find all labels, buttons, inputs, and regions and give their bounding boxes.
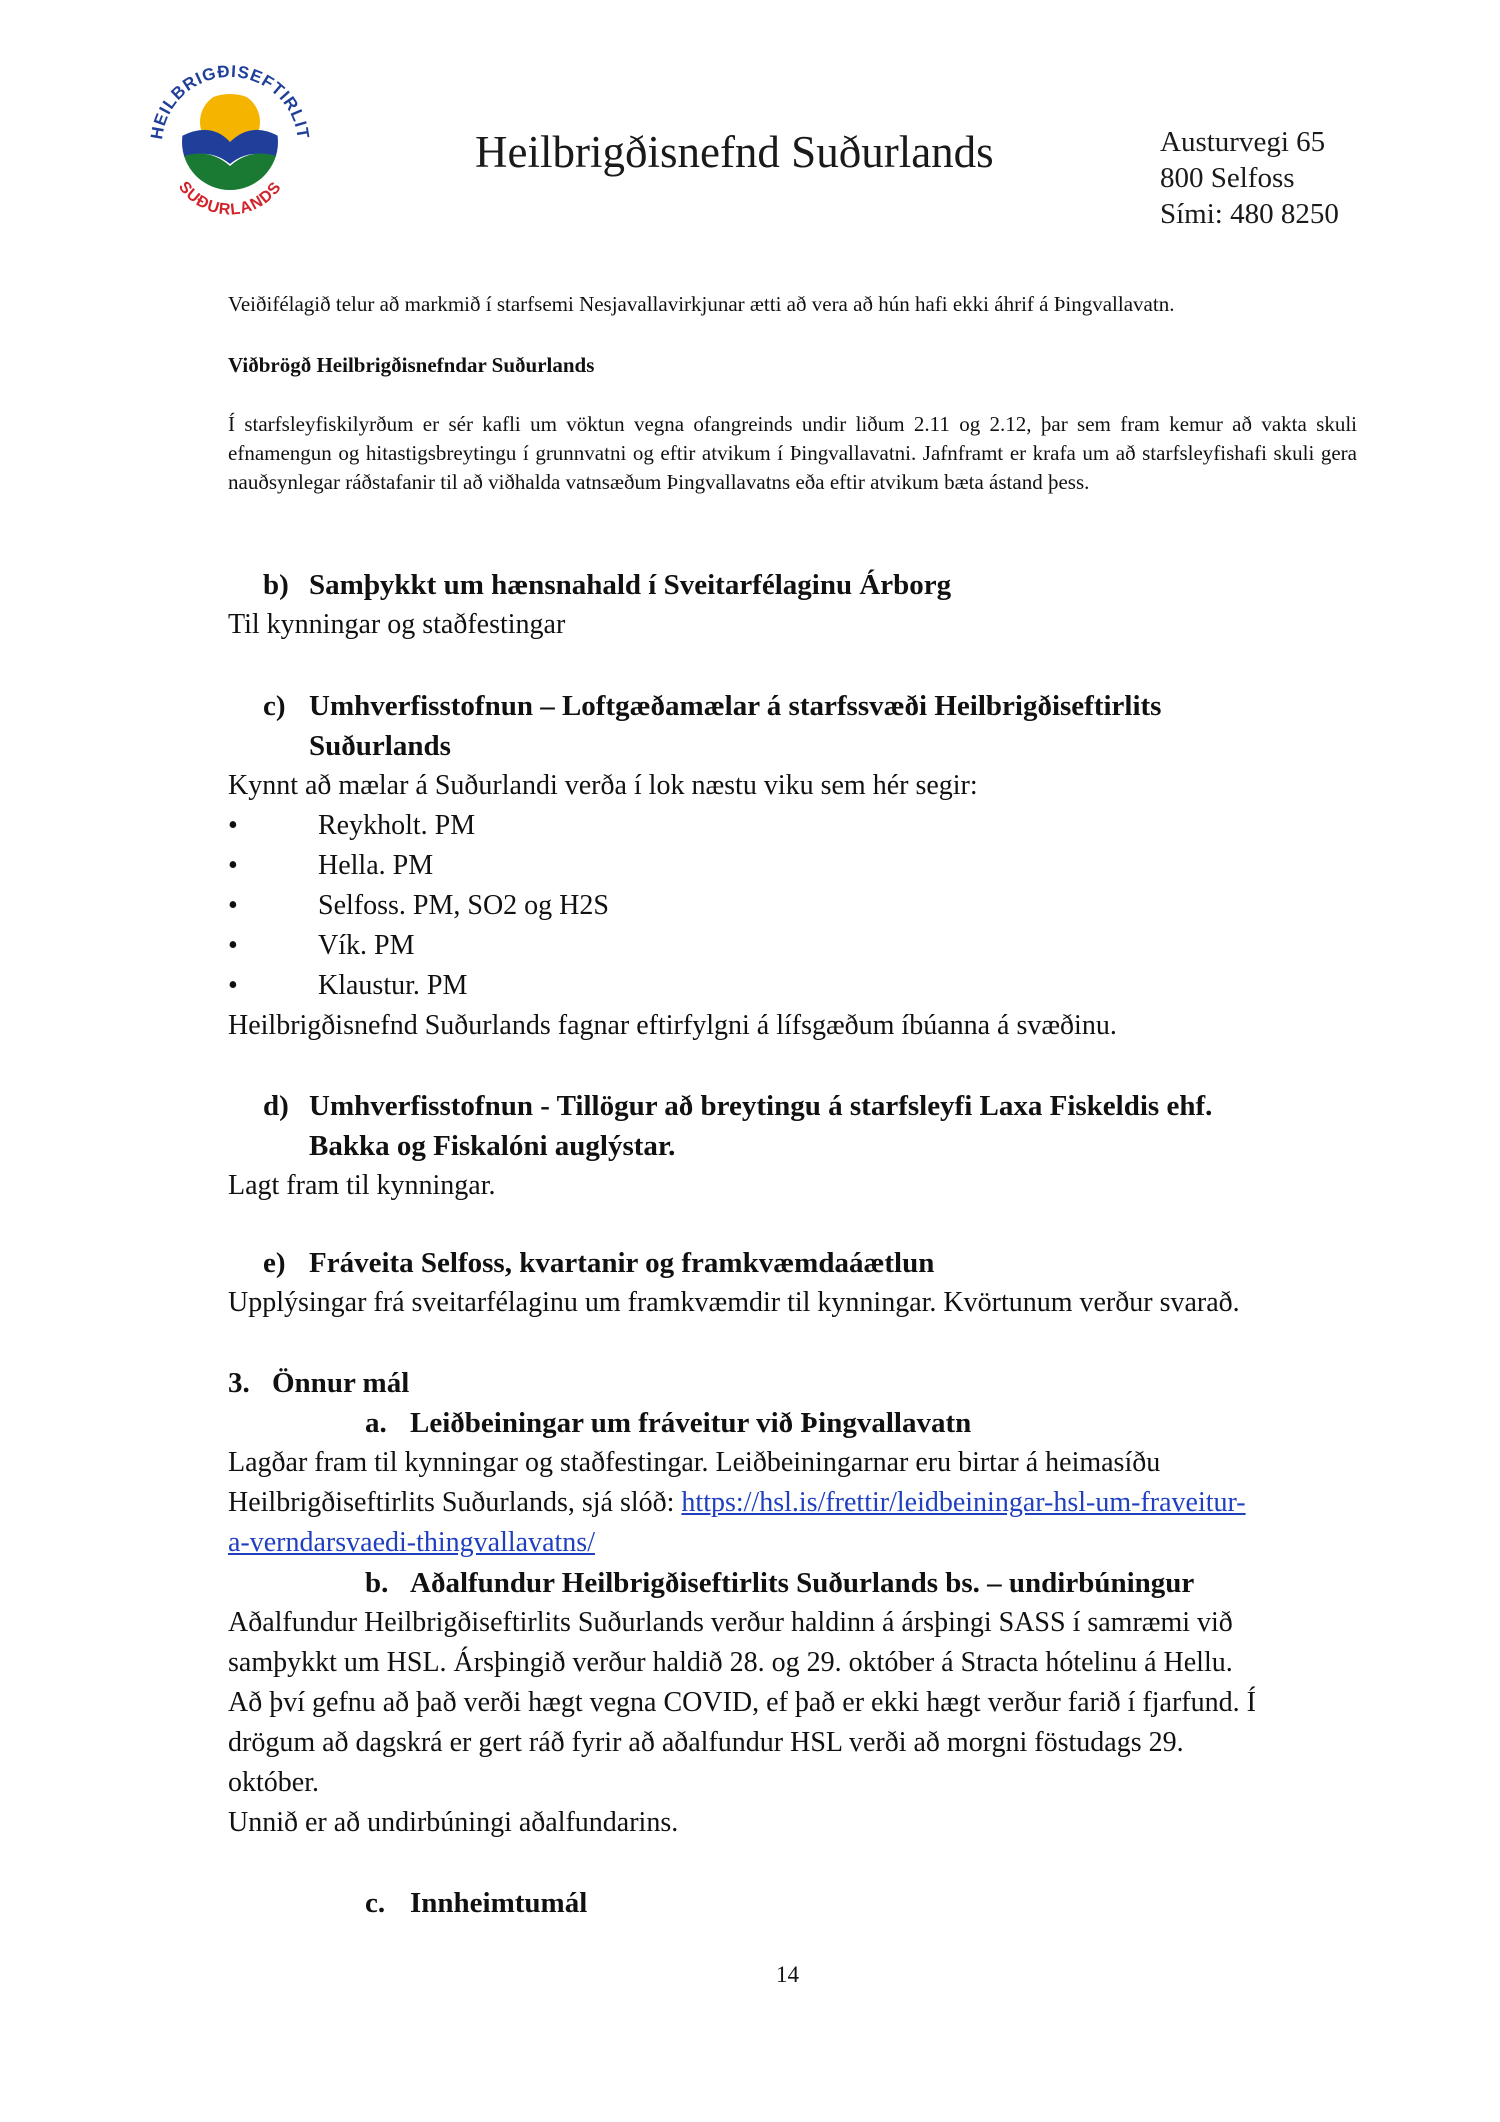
bullet-text: Klaustur. PM [318,970,468,1001]
sub-b-text-line: október. [228,1767,319,1798]
item-b-title: Samþykkt um hænsnahald í Sveitarfélaginu Árborg [309,569,952,601]
bullet-text: Selfoss. PM, SO2 og H2S [318,890,609,921]
item-d-title-line2: Bakka og Fiskalóni auglýstar. [309,1130,676,1162]
bullet-text: Hella. PM [318,850,434,881]
bullet-text: Reykholt. PM [318,810,476,841]
item-e-text: Upplýsingar frá sveitarfélaginu um framkvæmdir til kynningar. Kvörtunum verður svarað. [228,1287,1240,1318]
item-b-text: Til kynningar og staðfestingar [228,609,566,640]
guidelines-link[interactable]: https://hsl.is/frettir/leidbeiningar-hsl-um-fraveitur- [681,1487,1246,1518]
item-c-text: Kynnt að mælar á Suðurlandi verða í lok næstu viku sem hér segir: [228,770,978,801]
page-number: 14 [776,1962,799,1987]
sub-a-text-line1: Lagðar fram til kynningar og staðfestingar. Leiðbeiningarnar eru birtar á heimasíðu [228,1447,1161,1478]
item-e-title: Fráveita Selfoss, kvartanir og framkvæmdaáætlun [309,1247,935,1279]
sub-c-label: c. [365,1887,386,1919]
intro-paragraph: Veiðifélagið telur að markmið í starfsemi Nesjavallavirkjunar ætti að vera að hún hafi ekki áhrif á Þingvallavatn. [228,292,1175,316]
bullet-marker: • [228,970,238,1001]
guidelines-link-continued[interactable]: a-verndarsvaedi-thingvallavatns/ [228,1527,595,1558]
sub-a-text-line3 [228,1523,1358,1563]
address-phone: Sími: 480 8250 [1160,198,1339,230]
logo-text-bottom: SUÐURLANDS [174,178,286,219]
item-c-closing: Heilbrigðisnefnd Suðurlands fagnar eftirfylgni á lífsgæðum íbúanna á svæðinu. [228,1010,1117,1041]
sub-a-label: a. [365,1407,387,1439]
address-street: Austurvegi 65 [1160,126,1326,158]
bullet-marker: • [228,810,238,841]
logo-text-top: HEILBRIGÐISEFTIRLIT [147,61,313,141]
item-d-title-line1: Umhverfisstofnun - Tillögur að breytingu á starfsleyfi Laxa Fiskeldis ehf. [309,1090,1213,1122]
sub-b-title: Aðalfundur Heilbrigðiseftirlits Suðurlands bs. – undirbúningur [410,1567,1195,1599]
heilbrigdiseftirlit-logo [140,50,320,230]
bullet-text: Vík. PM [318,930,415,961]
address-city: 800 Selfoss [1160,162,1295,194]
sub-b-text-line: Að því gefnu að það verði hægt vegna COVID, ef það er ekki hægt verður farið í fjarfund. Í [228,1687,1256,1718]
sub-b-text-line: Aðalfundur Heilbrigðiseftirlits Suðurlands verður haldinn á ársþingi SASS í samræmi við [228,1607,1233,1638]
item-b-label: b) [263,569,289,601]
item-c-title-line1: Umhverfisstofnun – Loftgæðamælar á starfssvæði Heilbrigðiseftirlits [309,690,1162,722]
item-d-text: Lagt fram til kynningar. [228,1170,496,1201]
section-3-label: 3. [228,1367,250,1399]
sub-a-text-line2 [228,1483,1358,1523]
response-text: Í starfsleyfiskilyrðum er sér kafli um vöktun vegna ofangreinds undir liðum 2.11 og 2.12, þar sem fram kemur að vakta skuli efnamengun og hitastigsbreytingu í grunnvatni og eftir atvikum í Þingvallavatni. Jafnframt er krafa um að starfsleyfishafi skuli gera nauðsynlegar ráðstafanir til að viðhalda vatnsæðum Þingvallavatns eða eftir atvikum bæta ástand þess. [228,412,1357,494]
bullet-marker: • [228,930,238,961]
item-c-label: c) [263,690,286,722]
item-d-label: d) [263,1090,289,1122]
sub-b-label: b. [365,1567,389,1599]
sub-b-text-line: Unnið er að undirbúningi aðalfundarins. [228,1807,679,1838]
sub-b-text-line: drögum að dagskrá er gert ráð fyrir að aðalfundur HSL verði að morgni föstudags 29. [228,1727,1184,1758]
sub-a-title: Leiðbeiningar um fráveitur við Þingvallavatn [410,1407,972,1439]
sub-c-title: Innheimtumál [410,1887,588,1919]
response-heading: Viðbrögð Heilbrigðisnefndar Suðurlands [228,353,595,377]
sub-a-text-prefix: Heilbrigðiseftirlits Suðurlands, sjá slóð: [228,1487,682,1518]
address-block [1160,124,1339,232]
sub-b-text-line: samþykkt um HSL. Ársþingið verður haldið 28. og 29. október á Stracta hótelinu á Hellu. [228,1647,1233,1678]
item-c-title-line2: Suðurlands [309,730,451,762]
bullet-marker: • [228,890,238,921]
item-e-label: e) [263,1247,286,1279]
section-3-title: Önnur mál [272,1367,410,1399]
organization-title: Heilbrigðisnefnd Suðurlands [475,127,994,177]
bullet-marker: • [228,850,238,881]
